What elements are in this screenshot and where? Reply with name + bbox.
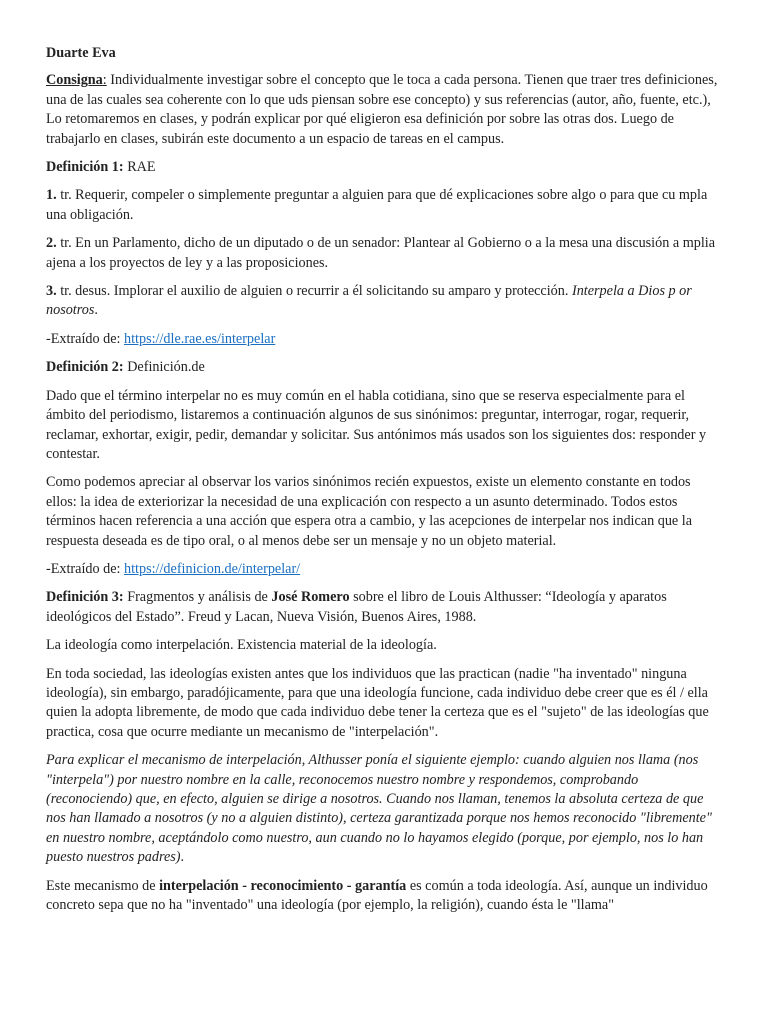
definition-1-label: Definición 1: [46, 159, 124, 176]
item-number: 3. [46, 283, 57, 300]
definition-2-source-line [46, 560, 722, 579]
definition-1-source-line [46, 330, 722, 349]
paragraph-bold-text: interpelación - reconocimiento - garantía [159, 877, 407, 894]
extracted-prefix: -Extraído de: [46, 330, 125, 347]
paragraph-text-b: es común a toda ideología. Así, aunque un individuo concreto sepa que no ha "inventado" una ideología (por ejemplo, la religión), cuando ésta le "llama" [46, 877, 708, 914]
definition-3-label: Definición 3: [46, 589, 124, 606]
definicion-link[interactable]: https://definicion.de/interpelar/ [124, 560, 301, 577]
definition-3-subtitle: La ideología como interpelación. Existencia material de la ideología. [46, 637, 437, 654]
definition-2-label: Definición 2: [46, 359, 124, 376]
definition-1-source: RAE [123, 159, 156, 176]
item-example: Interpela a Dios p or nosotros [46, 283, 692, 319]
definition-2-heading [46, 358, 722, 377]
definition-3-heading [46, 588, 722, 627]
definition-1-item-1 [46, 186, 722, 225]
item-text: tr. En un Parlamento, dicho de un diputado o de un senador: Plantear al Gobierno o a la mesa una discusión a mplia ajena a los proyectos de ley y a las proposiciones. [46, 235, 716, 271]
definition-3-author: José Romero [271, 589, 350, 606]
item-number: 2. [46, 235, 57, 252]
definition-3-intro-b: sobre el libro de Louis Althusser: “Ideología y aparatos ideológicos del Estado”. Freud y Lacan, Nueva Visión, Buenos Aires, 1988. [46, 589, 667, 625]
item-text: tr. desus. Implorar el auxilio de alguien o recurrir a él solicitando su amparo y protección. [56, 283, 572, 300]
consigna-text: Individualmente investigar sobre el concepto que le toca a cada persona. Tienen que traer tres definiciones, una de las cuales sea coherente con lo que uds piensan sobre ese concepto) y sus referencias (autor, año, fuente, etc.), Lo retomaremos en clases, y podrán explicar por qué eligieron esa definición por sobre las otras dos. Luego de trabajarlo en clases, subirán este documento a un espacio de tareas en el campus. [46, 72, 718, 147]
consigna-paragraph [46, 71, 722, 149]
definition-1-item-3 [46, 282, 722, 321]
consigna-colon: : [102, 72, 107, 89]
definition-3-intro-a: Fragmentos y análisis de [123, 589, 272, 606]
definition-3-paragraph-3 [46, 877, 722, 916]
definition-2-source: Definición.de [123, 359, 205, 376]
item-number: 1. [46, 187, 57, 204]
extracted-prefix: -Extraído de: [46, 560, 125, 577]
author-name: Duarte Eva [46, 45, 116, 61]
definition-2-paragraph-2: Como podemos apreciar al observar los varios sinónimos recién expuestos, existe un elemento constante en todos ellos: la idea de exteriorizar la necesidad de una explicación con respecto a un asunto determinado. Todos estos términos hacen referencia a una acción que espera otra a cambio, y las acepciones de interpelar nos indican que la respuesta deseada es de tipo oral, o al menos debe ser un mensaje y no un objeto material. [46, 474, 693, 549]
definition-1-item-2 [46, 234, 722, 273]
paragraph-italic-text: Para explicar el mecanismo de interpelación, Althusser ponía el siguiente ejemplo: cuando alguien nos llama (nos "interpela") por nuestro nombre en la calle, reconocemos nuestro nombre y respondemos, comprobando (reconociendo) que, en efecto, alguien se dirige a nosotros. Cuando nos llaman, tenemos la absoluta certeza de que nos han llamado a nosotros (y no a alguien distinto), certeza garantizada porque nos hemos reconocido "libremente" en nuestro nombre, aceptándolo como nuestro, aun cuando no lo hayamos elegido (porque, por ejemplo, nos lo han puesto nuestros padres) [46, 752, 712, 866]
document-page [46, 44, 722, 924]
consigna-label: Consigna [46, 72, 103, 89]
rae-link[interactable]: https://dle.rae.es/interpelar [124, 330, 276, 347]
paragraph-end: . [180, 849, 185, 866]
definition-3-paragraph-1: En toda sociedad, las ideologías existen antes que los individuos que las practican (nadie "ha inventado" ninguna ideología), sin embargo, paradójicamente, para que una ideología funcione, cada individuo debe creer que es él / ella quien la adopta libremente, de modo que cada individuo debe tener la certeza que es el "sujeto" de las ideologías que practica, cosa que ocurre mediante un mecanismo de "interpelación". [46, 665, 709, 740]
item-end: . [94, 302, 98, 319]
item-text: tr. Requerir, compeler o simplemente preguntar a alguien para que dé explicaciones sobre algo o para que cu mpla una obligación. [46, 187, 708, 223]
definition-3-paragraph-2 [46, 751, 722, 867]
definition-2-paragraph-1: Dado que el término interpelar no es muy común en el habla cotidiana, sino que se reserva especialmente para el ámbito del periodismo, listaremos a continuación algunos de sus sinónimos: preguntar, interrogar, rogar, requerir, reclamar, exhortar, exigir, pedir, demandar y solicitar. Sus antónimos más usados son los siguientes dos: responder y contestar. [46, 387, 707, 462]
paragraph-text-a: Este mecanismo de [46, 877, 160, 894]
definition-1-heading [46, 158, 722, 177]
